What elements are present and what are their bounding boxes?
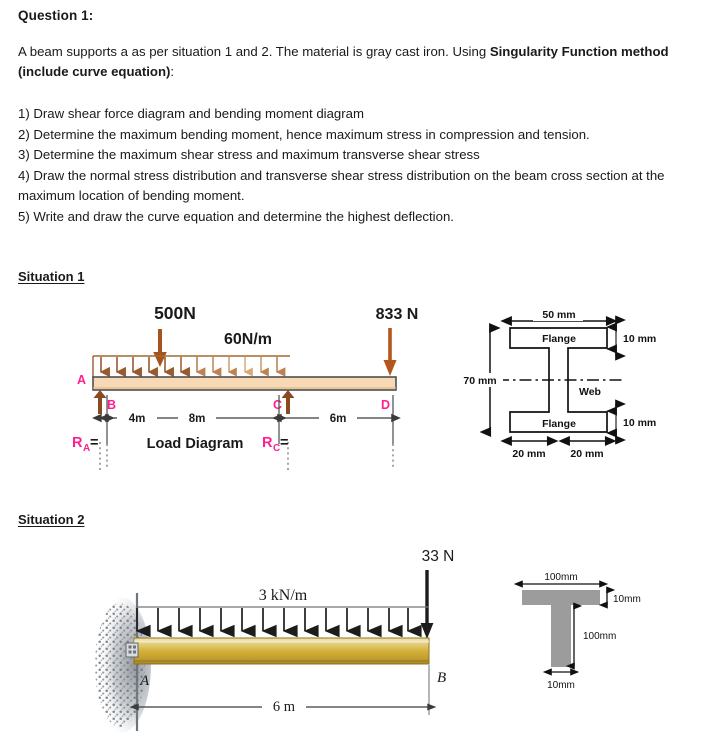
situation1-reaction-arrow-a bbox=[94, 390, 107, 414]
i-beam-flange-thickness-top-label: 10 mm bbox=[623, 333, 657, 345]
svg-text:R: R bbox=[262, 435, 273, 451]
situation1-node-a-label: A bbox=[77, 373, 87, 387]
situation1-reaction-c-text bbox=[262, 435, 288, 454]
situation-1-load-diagram bbox=[0, 292, 460, 472]
svg-text:C: C bbox=[273, 443, 281, 454]
t-beam-web-thickness-label: 10mm bbox=[547, 680, 575, 691]
i-beam-flange-top-label: Flange bbox=[542, 333, 576, 345]
i-beam-bottom-dim-right-label: 20 mm bbox=[570, 448, 604, 460]
situation-1-heading: Situation 1 bbox=[18, 269, 85, 284]
intro-text-bold: Singularity Function method (include curve equation) bbox=[18, 44, 669, 79]
i-beam-total-height-label: 70 mm bbox=[463, 375, 497, 387]
situation1-reaction-arrow-c bbox=[282, 390, 295, 414]
task-item-2: 2) Determine the maximum bending moment, hence maximum stress in compression and tension. bbox=[18, 126, 590, 142]
intro-text-post: : bbox=[170, 64, 175, 79]
svg-text:=: = bbox=[90, 435, 99, 451]
situation1-caption: Load Diagram bbox=[146, 436, 244, 452]
situation-2-load-diagram bbox=[0, 535, 460, 750]
t-beam-shape bbox=[522, 590, 600, 667]
situation2-node-a-label: A bbox=[140, 673, 150, 689]
question-intro bbox=[18, 42, 686, 82]
fixed-support-plate bbox=[126, 643, 138, 657]
intro-text-pre: A beam supports a as per situation 1 and 2. The material is gray cast iron. Using bbox=[18, 44, 490, 59]
situation-2-heading: Situation 2 bbox=[18, 512, 85, 527]
situation1-udl-arrows bbox=[101, 357, 277, 372]
i-beam-total-width-label: 50 mm bbox=[542, 309, 576, 321]
svg-text:R: R bbox=[72, 435, 83, 451]
i-beam-cross-section bbox=[455, 300, 709, 475]
situation1-point-load-right-label: 833 N bbox=[375, 306, 419, 323]
t-beam-cross-section bbox=[470, 560, 709, 720]
i-beam-flange-thickness-bottom-label: 10 mm bbox=[623, 417, 657, 429]
situation1-distributed-load-label: 60N/m bbox=[223, 331, 273, 348]
situation1-node-c-label: C bbox=[273, 398, 283, 412]
t-beam-web-height-label: 100mm bbox=[583, 631, 617, 642]
t-beam-flange-thickness-label: 10mm bbox=[613, 594, 641, 605]
svg-text:A: A bbox=[83, 443, 91, 454]
situation1-dim-ab-label: 4m bbox=[128, 413, 146, 425]
situation1-reaction-a-text bbox=[72, 435, 98, 454]
situation1-node-d-label: D bbox=[381, 398, 391, 412]
situation1-node-b-label: B bbox=[107, 398, 117, 412]
task-item-1: 1) Draw shear force diagram and bending moment diagram bbox=[18, 106, 364, 121]
situation2-node-b-label: B bbox=[437, 670, 447, 686]
task-item-3: 3) Determine the maximum shear stress and maximum transverse shear stress bbox=[18, 147, 480, 163]
situation2-distributed-load-label: 3 kN/m bbox=[258, 587, 308, 604]
situation1-point-load-left-label: 500N bbox=[154, 303, 196, 323]
i-beam-web-label: Web bbox=[579, 386, 601, 398]
situation1-dim-cd-label: 6m bbox=[329, 413, 347, 425]
task-item-5: 5) Write and draw the curve equation and determine the highest deflection. bbox=[18, 208, 454, 224]
situation2-span-label: 6 m bbox=[272, 699, 296, 715]
task-item-4: 4) Draw the normal stress distribution and transverse shear stress distribution on the beam cross section at the maximum location of bending moment. bbox=[18, 167, 665, 204]
situation2-point-load-label: 33 N bbox=[421, 548, 455, 565]
situation2-udl-arrows bbox=[137, 608, 408, 631]
i-beam-bottom-dim-left-label: 20 mm bbox=[512, 448, 546, 460]
task-list bbox=[18, 104, 690, 228]
situation1-dim-bc-label: 8m bbox=[188, 413, 206, 425]
page-title: Question 1: bbox=[18, 8, 94, 23]
t-beam-flange-width-label: 100mm bbox=[544, 572, 578, 583]
i-beam-flange-bottom-label: Flange bbox=[542, 418, 576, 430]
svg-text:=: = bbox=[280, 435, 289, 451]
